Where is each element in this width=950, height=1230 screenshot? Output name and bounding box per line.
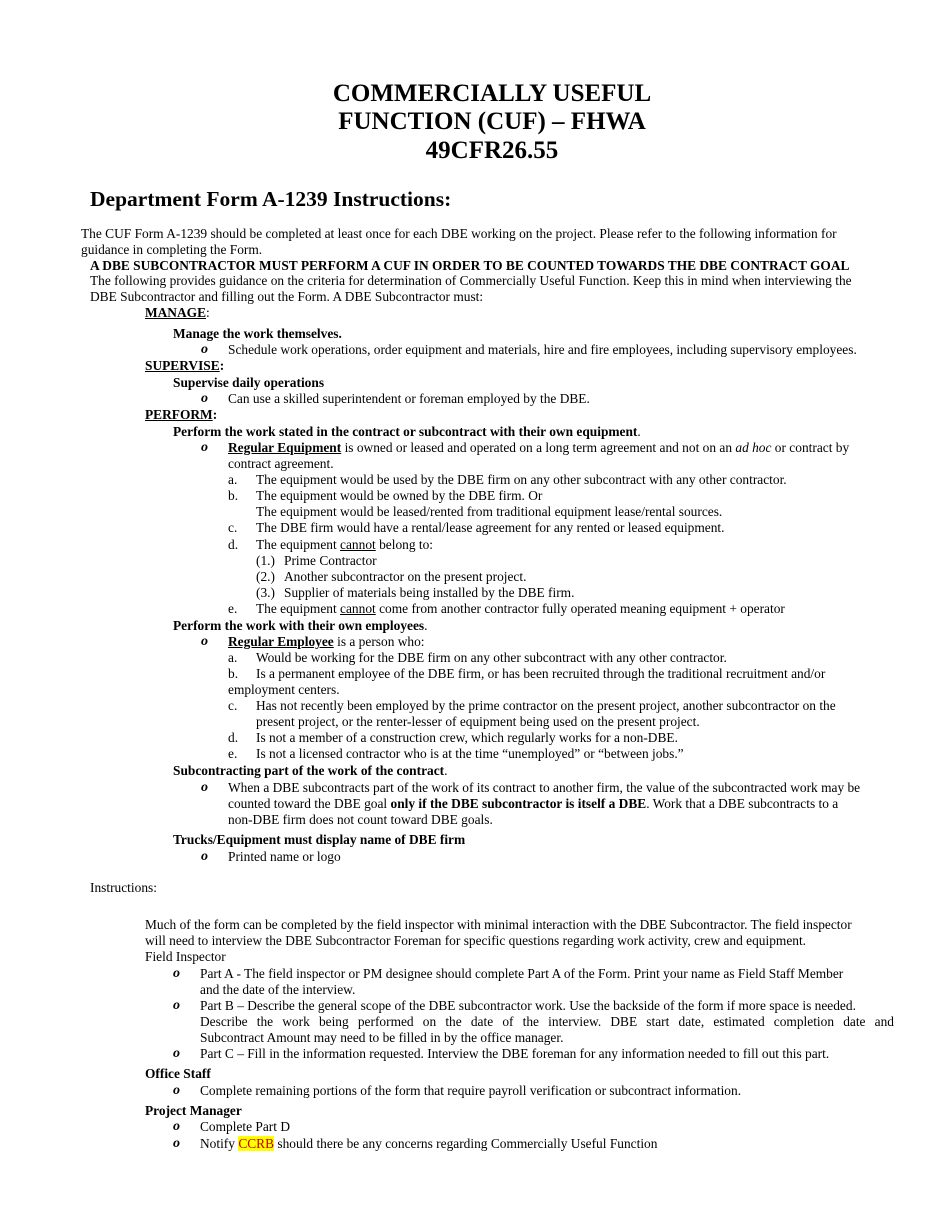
supervise-sub: Supervise daily operations: [173, 375, 325, 390]
equipment-e-pre: The equipment: [256, 601, 341, 616]
employee-definition: [228, 634, 425, 650]
ccrb-highlight: CCRB: [238, 1136, 275, 1151]
pm-item-1: Complete Part D: [200, 1119, 291, 1134]
perform-sub-equipment-end: .: [637, 424, 641, 439]
intro-line-2: guidance in completing the Form.: [81, 242, 263, 257]
list-marker: a.: [228, 472, 238, 487]
bullet-icon: o: [173, 1046, 180, 1061]
manage-sub: Manage the work themselves.: [173, 326, 342, 341]
manage-heading-colon: :: [206, 305, 210, 320]
intro-line-1: The CUF Form A-1239 should be completed at least once for each DBE working on the project. Please refer to the following information for: [81, 226, 837, 241]
equipment-d-cannot: cannot: [340, 537, 376, 552]
part-b-line-2: Describe the work being performed on the date of the interview. DBE start date, estimated completion date and: [200, 1014, 894, 1029]
office-staff-item: Complete remaining portions of the form that require payroll verification or subcontract information.: [200, 1083, 742, 1098]
list-marker: c.: [228, 698, 238, 713]
list-marker: e.: [228, 601, 238, 616]
equipment-adhoc: ad hoc: [735, 440, 772, 455]
pm-item-2-post: should there be any concerns regarding Commercially Useful Function: [274, 1136, 658, 1151]
manage-heading: [145, 305, 210, 321]
equipment-d-pre: The equipment: [256, 537, 341, 552]
list-marker: e.: [228, 746, 238, 761]
title-line-2: FUNCTION (CUF) – FHWA: [338, 108, 646, 135]
employee-item-b-line-2: employment centers.: [228, 682, 340, 697]
list-marker: (1.): [256, 553, 275, 568]
list-marker: (3.): [256, 585, 275, 600]
equipment-d-post: belong to:: [375, 537, 434, 552]
list-marker: b.: [228, 666, 239, 681]
bullet-icon: o: [201, 780, 208, 795]
bullet-icon: o: [173, 998, 180, 1013]
equipment-term: Regular Equipment: [228, 440, 342, 455]
part-b-line-3: Subcontract Amount may need to be filled in by the office manager.: [200, 1030, 564, 1045]
perform-sub-subcontracting-end: .: [444, 763, 448, 778]
subcontracting-line-3: non-DBE firm does not count toward DBE goals.: [228, 812, 493, 827]
perform-sub-employees: [173, 618, 428, 634]
bullet-icon: o: [201, 634, 208, 649]
guidance-line-2: DBE Subcontractor and filling out the Form. A DBE Subcontractor must:: [90, 289, 484, 304]
bullet-icon: o: [201, 342, 208, 357]
equipment-text-a: is owned or leased and operated on a long term agreement and not on an: [341, 440, 736, 455]
list-marker: c.: [228, 520, 238, 535]
list-marker: a.: [228, 650, 238, 665]
instructions-para-line-1: Much of the form can be completed by the field inspector with minimal interaction with the DBE Subcontractor. The field inspector: [145, 917, 852, 932]
trucks-item: Printed name or logo: [228, 849, 341, 864]
field-inspector-heading: Field Inspector: [145, 949, 226, 964]
subcontracting-line-2-bold: only if the DBE subcontractor is itself a DBE: [390, 796, 647, 811]
list-marker: (2.): [256, 569, 275, 584]
supervise-heading: [145, 358, 224, 374]
title-line-3: 49CFR26.55: [425, 137, 559, 164]
perform-sub-equipment-text: Perform the work stated in the contract or subcontract with their own equipment: [173, 424, 638, 439]
project-manager-heading: Project Manager: [145, 1103, 242, 1118]
equipment-item-d: [256, 537, 433, 553]
supervise-heading-colon: :: [219, 358, 225, 373]
subcontracting-line-2-post: . Work that a DBE subcontracts to a: [646, 796, 839, 811]
list-marker: d.: [228, 730, 239, 745]
employee-term: Regular Employee: [228, 634, 334, 649]
guidance-line-1: The following provides guidance on the criteria for determination of Commercially Useful Function. Keep this in mind when interviewing the: [90, 273, 852, 288]
equipment-item: The DBE firm would have a rental/lease agreement for any rented or leased equipment.: [256, 520, 725, 535]
equipment-e-cannot: cannot: [340, 601, 376, 616]
bullet-icon: o: [173, 1083, 180, 1098]
equipment-text-b: or contract by: [771, 440, 850, 455]
manage-heading-label: MANAGE: [145, 305, 206, 320]
perform-sub-employees-text: Perform the work with their own employees: [173, 618, 425, 633]
part-a-line-1: Part A - The field inspector or PM designee should complete Part A of the Form. Print your name as Field Staff Member: [200, 966, 844, 981]
employee-item-b-line-1: Is a permanent employee of the DBE firm, or has been recruited through the traditional recruitment and/or: [256, 666, 826, 681]
employee-text: is a person who:: [333, 634, 425, 649]
page-heading: Department Form A-1239 Instructions:: [90, 187, 452, 211]
supervise-item: Can use a skilled superintendent or foreman employed by the DBE.: [228, 391, 590, 406]
bullet-icon: o: [173, 966, 180, 981]
employee-item-e: Is not a licensed contractor who is at the time “unemployed” or “between jobs.”: [256, 746, 684, 761]
manage-item: Schedule work operations, order equipment and materials, hire and fire employees, including supervisory employees.: [228, 342, 857, 357]
equipment-definition-line-2: contract agreement.: [228, 456, 334, 471]
perform-heading: [145, 407, 217, 423]
perform-sub-subcontracting: [173, 763, 447, 779]
instructions-para-line-2: will need to interview the DBE Subcontractor Foreman for specific questions regarding work activity, crew and equipment.: [145, 933, 807, 948]
title-line-1: COMMERCIALLY USEFUL: [332, 80, 652, 107]
bullet-icon: o: [201, 849, 208, 864]
list-marker: d.: [228, 537, 239, 552]
perform-sub-trucks: Trucks/Equipment must display name of DBE firm: [173, 832, 466, 847]
equipment-definition: [228, 440, 849, 456]
bullet-icon: o: [201, 440, 208, 455]
subcontracting-line-2-pre: counted toward the DBE goal: [228, 796, 391, 811]
subcontracting-line-1: When a DBE subcontracts part of the work of its contract to another firm, the value of the subcontracted work may be: [228, 780, 861, 795]
equipment-item: The equipment would be owned by the DBE firm. Or: [256, 488, 543, 503]
part-a-line-2: and the date of the interview.: [200, 982, 356, 997]
office-staff-heading: Office Staff: [145, 1066, 211, 1081]
equipment-d-subitem: Prime Contractor: [284, 553, 377, 568]
equipment-d-subitem: Another subcontractor on the present project.: [284, 569, 527, 584]
bullet-icon: o: [173, 1119, 180, 1134]
equipment-e-post: come from another contractor fully operated meaning equipment + operator: [375, 601, 785, 616]
employee-item-d: Is not a member of a construction crew, which regularly works for a non-DBE.: [256, 730, 678, 745]
subcontracting-line-2: [228, 796, 838, 812]
perform-sub-employees-end: .: [424, 618, 428, 633]
equipment-item-e: [256, 601, 785, 617]
list-marker: b.: [228, 488, 239, 503]
equipment-item: The equipment would be used by the DBE firm on any other subcontract with any other contractor.: [256, 472, 787, 487]
employee-item-c-line-2: present project, or the renter-lesser of equipment being used on the present project.: [256, 714, 700, 729]
perform-heading-label: PERFORM: [145, 407, 213, 422]
perform-sub-subcontracting-text: Subcontracting part of the work of the contract: [173, 763, 445, 778]
employee-item-c-line-1: Has not recently been employed by the prime contractor on the present project, another subcontractor on the: [256, 698, 836, 713]
bullet-icon: o: [201, 391, 208, 406]
bullet-icon: o: [173, 1136, 180, 1151]
supervise-heading-label: SUPERVISE: [145, 358, 220, 373]
must-statement: A DBE SUBCONTRACTOR MUST PERFORM A CUF IN ORDER TO BE COUNTED TOWARDS THE DBE CONTRACT GOAL: [90, 258, 850, 273]
instructions-label: Instructions:: [90, 880, 157, 895]
part-b-line-1: Part B – Describe the general scope of the DBE subcontractor work. Use the backside of the form if more space is needed.: [200, 998, 856, 1013]
perform-heading-colon: :: [212, 407, 218, 422]
part-c: Part C – Fill in the information requested. Interview the DBE foreman for any information needed to fill out this part.: [200, 1046, 830, 1061]
equipment-d-subitem: Supplier of materials being installed by the DBE firm.: [284, 585, 575, 600]
employee-item-a: Would be working for the DBE firm on any other subcontract with any other contractor.: [256, 650, 727, 665]
perform-sub-equipment: [173, 424, 641, 440]
pm-item-2: [200, 1136, 657, 1152]
equipment-item: The equipment would be leased/rented from traditional equipment lease/rental sources.: [256, 504, 723, 519]
pm-item-2-pre: Notify: [200, 1136, 239, 1151]
